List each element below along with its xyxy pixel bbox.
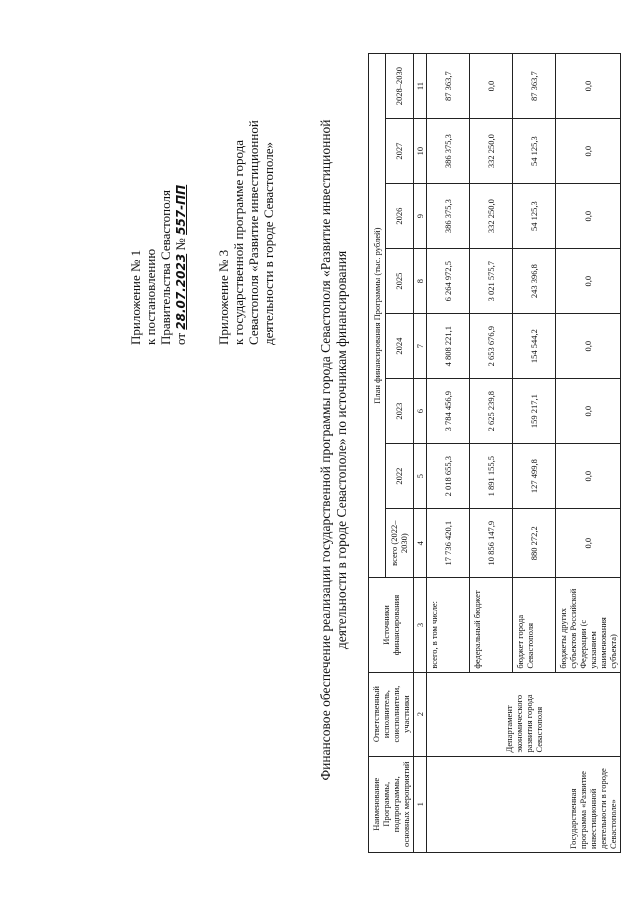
financing-table <box>368 53 621 853</box>
value-cell: 2 625 239,8 <box>470 379 513 444</box>
value-cell: 332 250,0 <box>470 184 513 249</box>
value-cell: 0,0 <box>556 379 621 444</box>
value-cell: 154 544,2 <box>513 314 556 379</box>
col-index: 11 <box>414 54 427 119</box>
value-cell: 2 653 676,9 <box>470 314 513 379</box>
col-index: 9 <box>414 184 427 249</box>
header-2025: 2025 <box>385 249 413 314</box>
program-name-cell: Государственная программа «Развитие инвестиционной деятельности в городе Севастополе» <box>427 756 621 852</box>
value-cell: 54 125,3 <box>513 119 556 184</box>
appendix-3-line-4: деятельности в городе Севастополе» <box>261 142 276 345</box>
source-cell: федеральный бюджет <box>470 578 513 672</box>
value-cell: 10 856 147,9 <box>470 509 513 578</box>
value-cell: 243 396,8 <box>513 249 556 314</box>
table-row <box>427 54 470 853</box>
col-index: 4 <box>414 509 427 578</box>
appendix-1-line-3: Правительства Севастополя <box>158 190 173 345</box>
source-cell: бюджет города Севастополя <box>513 578 556 672</box>
appendix-1-line-1: Приложение № 1 <box>128 249 143 345</box>
title-line-1: Финансовое обеспечение реализации государственной программы города Севастополя «Развитие инвестиционной <box>318 119 333 781</box>
col-index: 1 <box>414 756 427 852</box>
value-cell: 386 375,3 <box>427 184 470 249</box>
col-index: 7 <box>414 314 427 379</box>
appendix-3-header <box>216 120 276 345</box>
header-2024: 2024 <box>385 314 413 379</box>
source-cell: бюджеты других субъектов Российской Федерации (с указанием наименования субъекта) <box>556 578 621 672</box>
appendix-1-header <box>128 185 189 345</box>
header-name: Наименование Программы, подпрограммы, основных мероприятий <box>369 756 414 852</box>
value-cell: 87 363,7 <box>427 54 470 119</box>
value-cell: 0,0 <box>556 249 621 314</box>
executor-cell: Департамент экономического развития города Севастополя <box>427 672 621 756</box>
appendix-3-line-1: Приложение № 3 <box>216 249 231 345</box>
value-cell: 87 363,7 <box>513 54 556 119</box>
header-2023: 2023 <box>385 379 413 444</box>
header-total: всего (2022–2030) <box>385 509 413 578</box>
column-index-row <box>414 54 427 853</box>
title-line-2: деятельности в городе Севастополе» по источникам финансирования <box>334 250 349 650</box>
col-index: 2 <box>414 672 427 756</box>
number-prefix: № <box>173 238 188 251</box>
header-2026: 2026 <box>385 184 413 249</box>
col-index: 5 <box>414 444 427 509</box>
value-cell: 0,0 <box>556 314 621 379</box>
header-2022: 2022 <box>385 444 413 509</box>
value-cell: 159 217,1 <box>513 379 556 444</box>
handwritten-number: 557-ПП <box>174 184 188 235</box>
appendix-3-line-3: Севастополя «Развитие инвестиционной <box>246 120 261 345</box>
col-index: 3 <box>414 578 427 672</box>
source-cell: всего, в том числе: <box>427 578 470 672</box>
appendix-3-line-2: к государственной программе города <box>231 139 246 345</box>
value-cell: 6 264 972,5 <box>427 249 470 314</box>
value-cell: 2 018 655,3 <box>427 444 470 509</box>
value-cell: 3 021 575,7 <box>470 249 513 314</box>
date-prefix: от <box>173 332 188 345</box>
value-cell: 17 736 420,1 <box>427 509 470 578</box>
value-cell: 1 891 155,5 <box>470 444 513 509</box>
col-index: 10 <box>414 119 427 184</box>
value-cell: 880 272,2 <box>513 509 556 578</box>
col-index: 6 <box>414 379 427 444</box>
col-index: 8 <box>414 249 427 314</box>
header-2028-2030: 2028–2030 <box>385 54 413 119</box>
header-executor: Ответственный исполнитель, соисполнители, участники <box>369 672 414 756</box>
value-cell: 386 375,3 <box>427 119 470 184</box>
header-source: Источники финансирования <box>369 578 414 672</box>
appendix-1-line-2: к постановлению <box>143 248 158 345</box>
value-cell: 54 125,3 <box>513 184 556 249</box>
value-cell: 3 784 456,9 <box>427 379 470 444</box>
appendix-1-date-line <box>173 185 189 345</box>
value-cell: 4 808 221,1 <box>427 314 470 379</box>
value-cell: 0,0 <box>556 54 621 119</box>
value-cell: 0,0 <box>470 54 513 119</box>
value-cell: 127 499,8 <box>513 444 556 509</box>
value-cell: 0,0 <box>556 444 621 509</box>
value-cell: 0,0 <box>556 119 621 184</box>
document-title <box>318 55 350 845</box>
value-cell: 0,0 <box>556 509 621 578</box>
value-cell: 332 250,0 <box>470 119 513 184</box>
header-plan: План финансирования Программы (тыс. рублей) <box>369 54 386 578</box>
handwritten-date: 28.07.2023 <box>174 253 188 330</box>
value-cell: 0,0 <box>556 184 621 249</box>
header-2027: 2027 <box>385 119 413 184</box>
